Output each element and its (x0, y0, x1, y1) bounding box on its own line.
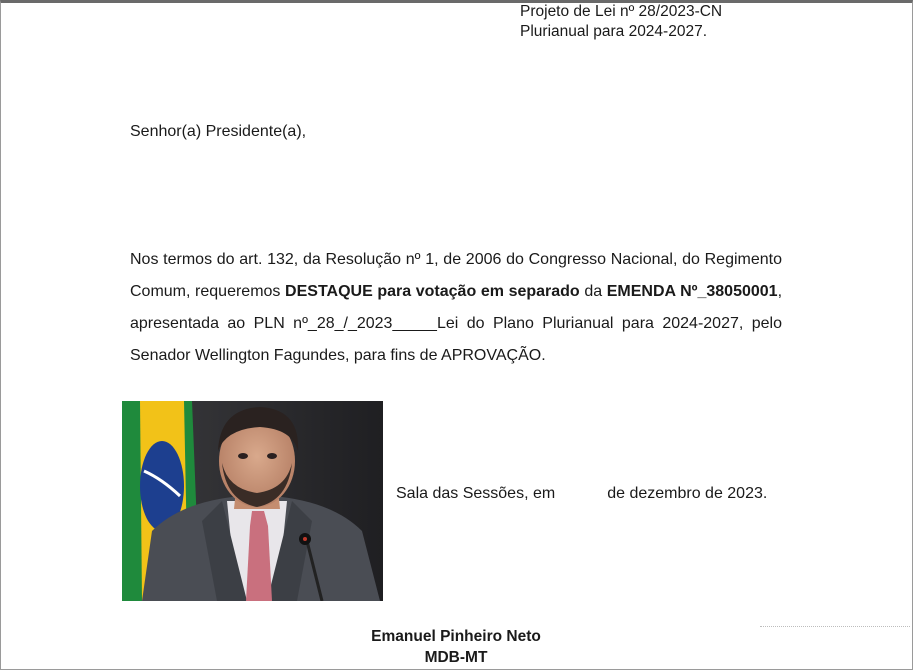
session-date-line (396, 485, 767, 503)
bill-number: Projeto de Lei nº 28/2023-CN (520, 3, 723, 20)
portrait-illustration (122, 401, 383, 601)
request-paragraph (130, 244, 782, 372)
signer-name: Emanuel Pinheiro Neto (371, 628, 541, 645)
highlight-destaque: DESTAQUE para votação em separado (285, 283, 580, 300)
paragraph-text-1: Nos termos do art. 132, da Resolução nº 1, de 2006 do Congresso Nacional, do Regimento Comum, requeremos (130, 251, 782, 300)
bill-subject: Plurianual para 2024-2027. (520, 23, 707, 40)
session-month-year: de dezembro de 2023. (607, 485, 768, 502)
amendment-number: EMENDA Nº_38050001 (606, 283, 778, 300)
paragraph-text-2: da (579, 283, 607, 300)
dotted-separator (760, 626, 910, 629)
signature-block (338, 626, 574, 668)
portrait-photo (122, 401, 383, 601)
paragraph-text-3: , apresentada ao PLN nº_28_/_2023_____Lei do Plano Plurianual para 2024-2027, pelo Senador Wellington Fagundes, para fins de APROVAÇÃO. (130, 283, 783, 364)
greeting: Senhor(a) Presidente(a), (130, 123, 307, 140)
session-place: Sala das Sessões, em (396, 485, 556, 502)
signer-party: MDB-MT (424, 649, 488, 666)
document-header (520, 2, 722, 42)
